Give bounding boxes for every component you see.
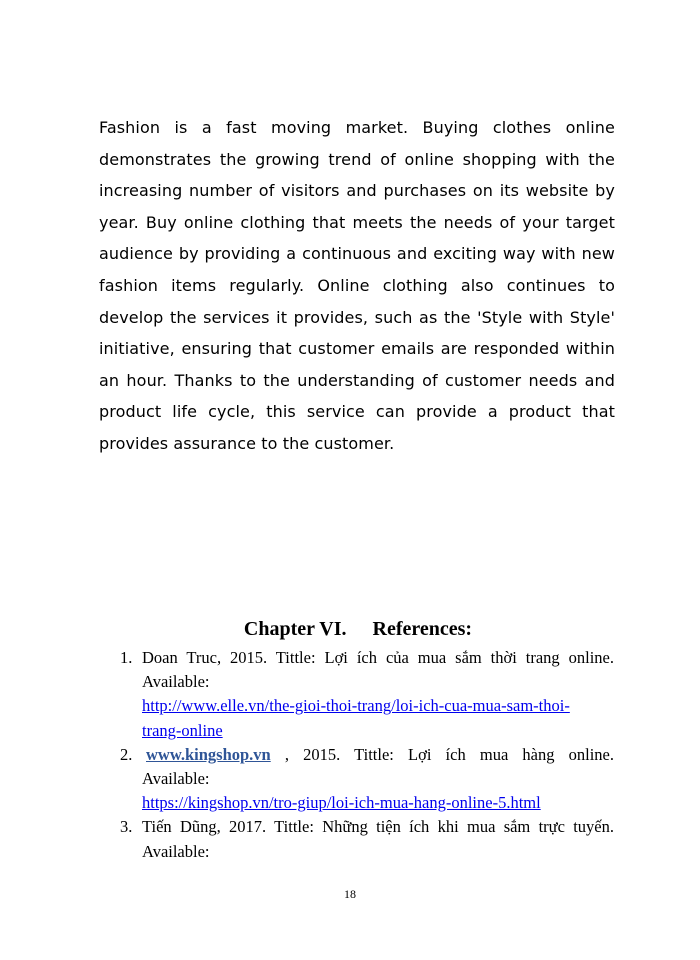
- reference-available-label: Available:: [142, 841, 210, 861]
- reference-citation: Tiến Dũng, 2017. Tittle: Những tiện ích khi mua sắm trực tuyến.: [142, 817, 614, 837]
- body-paragraph: Fashion is a fast moving market. Buying clothes online demonstrates the growing trend of online shopping with the increasing number of visitors and purchases on its website by year. Buy online clothing that meets the needs of your target audience by providing a continuous and exciting way with new fashion items regularly. Online clothing also continues to develop the services it provides, such as the 'Style with Style' initiative, ensuring that customer emails are responded within an hour. Thanks to the understanding of customer needs and product life cycle, this service can provide a product that provides assurance to the customer.: [99, 118, 615, 453]
- reference-number: 1.: [120, 648, 133, 667]
- references-list: [120, 646, 615, 864]
- reference-link-continued[interactable]: trang-online: [142, 720, 223, 740]
- reference-item-3: [120, 815, 614, 863]
- reference-citation: , 2015. Tittle: Lợi ích mua hàng online.: [284, 744, 615, 764]
- reference-link[interactable]: http://www.elle.vn/the-gioi-thoi-trang/loi-ich-cua-mua-sam-thoi-: [142, 696, 570, 716]
- reference-number: 3.: [120, 817, 133, 837]
- reference-citation: Doan Truc, 2015. Tittle: Lợi ích của mua sắm thời trang online.: [142, 648, 614, 667]
- reference-item-2: [120, 743, 615, 816]
- page-number: 18: [344, 887, 356, 901]
- chapter-title: References:: [372, 618, 473, 640]
- reference-site-link[interactable]: www.kingshop.vn: [146, 744, 271, 764]
- reference-item-1: [120, 646, 614, 743]
- reference-available-label: Available:: [142, 672, 210, 692]
- chapter-number: Chapter VI.: [243, 618, 347, 640]
- reference-link[interactable]: https://kingshop.vn/tro-giup/loi-ich-mua-hang-online-5.html: [142, 793, 541, 813]
- chapter-heading: [0, 615, 700, 643]
- reference-number: 2.: [120, 744, 133, 764]
- reference-available-label: Available:: [142, 769, 210, 789]
- reference-citation-line: [142, 743, 614, 767]
